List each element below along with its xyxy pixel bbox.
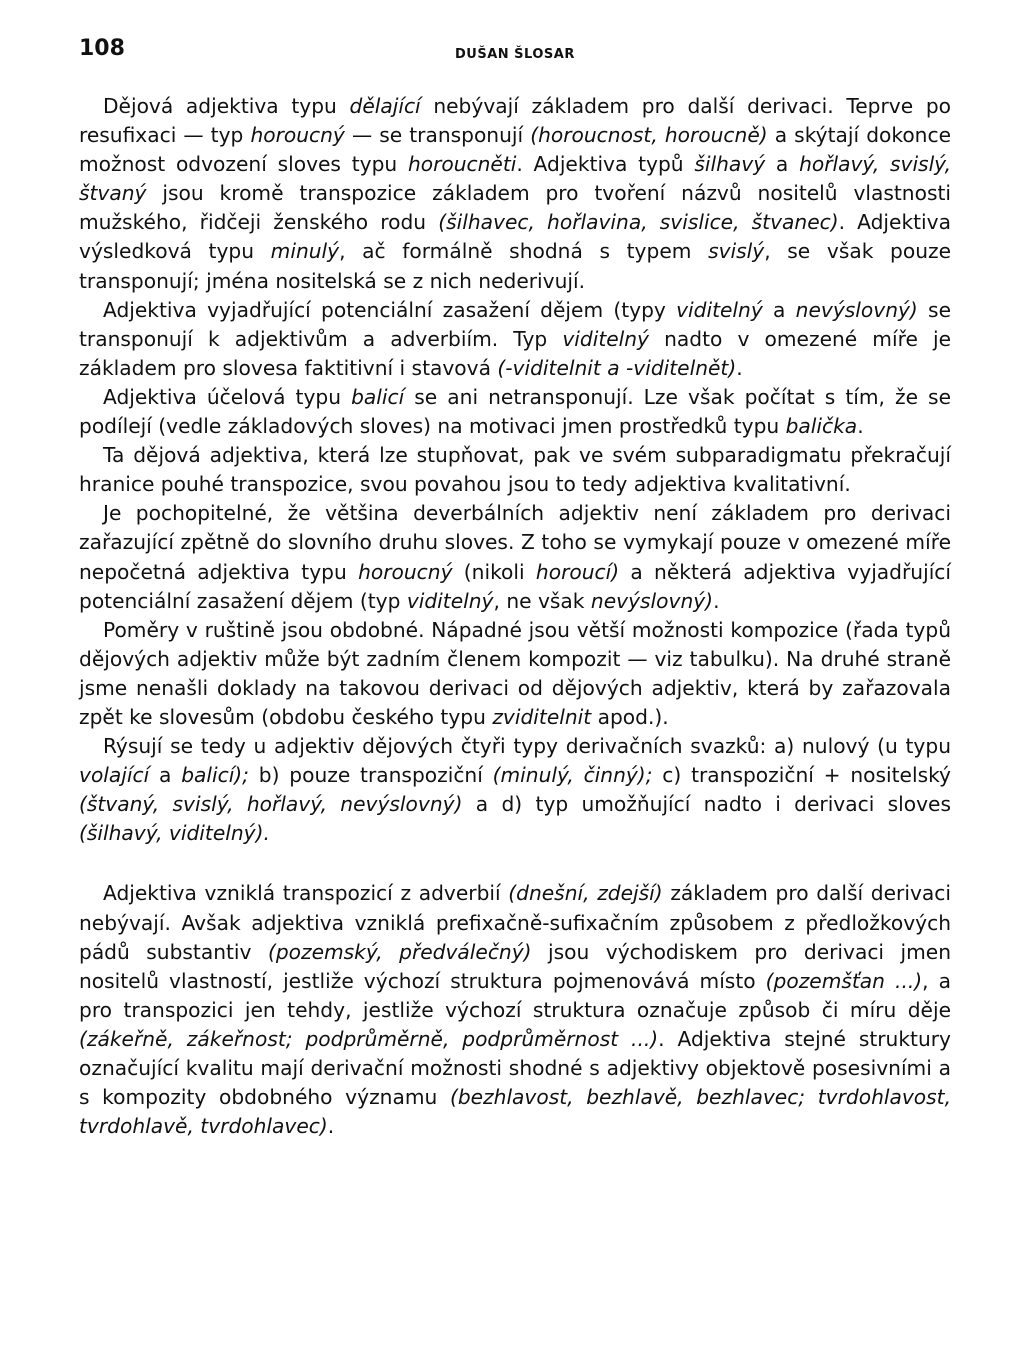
- paragraph: [79, 499, 951, 615]
- paragraph: [79, 383, 951, 441]
- paragraph: [79, 879, 951, 1141]
- italic-term: horoucí): [535, 559, 620, 584]
- italic-term: nevýslovný): [590, 588, 714, 613]
- text-run: základem pro další derivaci nebývají. Avšak adjektiva vzniklá prefixačně-sufixačním způsobem z předložkových pádů substantiv: [79, 881, 951, 964]
- text-run: , se však pouze transponují; jména nositelská se z nich nederivují.: [79, 239, 952, 293]
- italic-term: viditelný: [676, 297, 763, 322]
- italic-term: viditelný: [562, 326, 650, 351]
- text-run: Rýsují se tedy u adjektiv dějových čtyři typy derivačních svazků: a) nulový (u typu: [103, 734, 951, 759]
- text-run: nadto v omezené míře je základem pro slovesa faktitivní i stavová: [79, 326, 951, 380]
- text-run: , ne však: [493, 588, 591, 613]
- running-head: DUŠAN ŠLOSAR: [455, 47, 575, 62]
- page-number: 108: [79, 36, 125, 61]
- text-run: . Adjektiva typů: [516, 152, 695, 177]
- italic-term: (horoucnost, horoucně): [530, 123, 768, 148]
- text-run: a některá adjektiva vyjadřující potenciální zasažení dějem (typ: [79, 559, 952, 613]
- italic-term: (zákeřně, zákeřnost; podprůměrně, podprůměrnost ...): [79, 1026, 659, 1051]
- page-header: [79, 36, 959, 66]
- text-run: . Adjektiva stejné struktury označující kvalitu mají derivační možnosti shodné s adjektivy objektově posesivními a s kompozity obdobného významu: [79, 1026, 951, 1110]
- paragraph: [79, 732, 951, 848]
- text-run: Adjektiva účelová typu: [103, 384, 352, 409]
- text-run: a: [149, 763, 182, 788]
- paragraph: [79, 92, 951, 296]
- text-run: , a pro transpozici jen tehdy, jestliže výchozí struktura označuje způsob či míru děje: [79, 968, 951, 1022]
- paragraph: [79, 441, 951, 499]
- text-run: Adjektiva vyjadřující potenciální zasažení dějem (typy: [103, 297, 677, 322]
- body-text: [79, 92, 951, 1141]
- text-run: se ani netransponují. Lze však počítat s tím, že se podílejí (vedle základových sloves) na motivaci jmen prostředků typu: [79, 384, 951, 439]
- italic-term: (pozemšťan ...): [765, 968, 923, 993]
- italic-term: (bezhlavost, bezhlavě, bezhlavec; tvrdohlavost, tvrdohlavě, tvrdohlavec): [79, 1085, 952, 1139]
- text-run: a: [765, 152, 800, 177]
- text-run: .: [713, 588, 720, 613]
- italic-term: viditelný: [406, 588, 494, 613]
- text-run: Adjektiva vzniklá transpozicí z adverbií: [103, 881, 509, 906]
- italic-term: balicí: [351, 384, 405, 409]
- italic-term: volající: [79, 763, 150, 788]
- italic-term: horoucněti: [407, 152, 517, 177]
- italic-term: zviditelnit: [492, 704, 592, 729]
- text-run: nebývají základem pro další derivaci. Teprve po resufixaci — typ: [79, 94, 951, 148]
- text-run: , ač formálně shodná s typem: [339, 239, 709, 264]
- italic-term: horoucný: [250, 123, 345, 148]
- text-run: c) transpoziční + nositelský: [652, 763, 952, 788]
- italic-term: (štvaný, svislý, hořlavý, nevýslovný): [79, 792, 463, 817]
- text-run: b) pouze transpoziční: [248, 763, 493, 788]
- text-run: — se transponují: [344, 123, 531, 148]
- italic-term: (minulý, činný);: [492, 763, 653, 788]
- italic-term: horoucný: [358, 559, 453, 584]
- italic-term: hořlavý, svislý, štvaný: [79, 152, 951, 206]
- text-run: jsou kromě transpozice základem pro tvoření názvů nositelů vlastnosti mužského, řidčeji ženského rodu: [79, 181, 951, 235]
- text-run: .: [736, 355, 743, 380]
- italic-term: dělající: [349, 94, 421, 118]
- italic-term: (šilhavý, viditelný).: [79, 821, 270, 846]
- text-run: a: [762, 297, 796, 322]
- text-run: a skýtají dokonce možnost odvození sloves typu: [79, 123, 951, 177]
- italic-term: (šilhavec, hořlavina, svislice, štvanec): [438, 210, 839, 235]
- italic-term: nevýslovný): [795, 297, 918, 322]
- text-run: se transponují k adjektivům a adverbiím. Typ: [79, 297, 951, 351]
- italic-term: (dnešní, zdejší): [508, 881, 663, 906]
- italic-term: balicí);: [181, 763, 249, 788]
- text-run: Poměry v ruštině jsou obdobné. Nápadné jsou větší možnosti kompozice (řada typů dějových adjektiv může být zadním členem kompozit — viz tabulku). Na druhé straně jsme nenašli doklady na takovou derivaci od dějových adjektiv, která by zařazovala zpět ke slovesům (obdobu českého typu: [79, 617, 951, 729]
- italic-term: (-viditelnit a -viditelnět): [497, 355, 737, 380]
- text-run: a d) typ umožňující nadto i derivaci sloves: [462, 792, 951, 817]
- text-run: Dějová adjektiva typu: [103, 94, 350, 118]
- italic-term: minulý: [270, 239, 340, 264]
- text-run: . Adjektiva výsledková typu: [79, 210, 951, 264]
- italic-term: balička: [785, 414, 858, 439]
- text-run: Je pochopitelné, že většina deverbálních adjektiv není základem pro derivaci zařazující zpětně do slovního druhu sloves. Z toho se vymykají pouze v omezené míře nepočetná adjektiva typu: [79, 501, 951, 584]
- text-run: .: [327, 1114, 335, 1139]
- italic-term: svislý: [708, 239, 765, 264]
- text-run: Ta dějová adjektiva, která lze stupňovat, pak ve svém subparadigmatu překračují hranice pouhé transpozice, svou povahou jsou to tedy adjektiva kvalitativní.: [79, 443, 951, 497]
- text-run: .: [857, 414, 864, 439]
- italic-term: šilhavý: [694, 152, 766, 177]
- text-run: apod.).: [591, 704, 669, 729]
- text-run: (nikoli: [452, 559, 536, 584]
- paragraph: [79, 296, 951, 383]
- text-run: jsou východiskem pro derivaci jmen nositelů vlastností, jestliže výchozí struktura pojmenovává místo: [79, 939, 952, 993]
- paragraph: [79, 616, 951, 732]
- italic-term: (pozemský, předválečný): [267, 939, 532, 964]
